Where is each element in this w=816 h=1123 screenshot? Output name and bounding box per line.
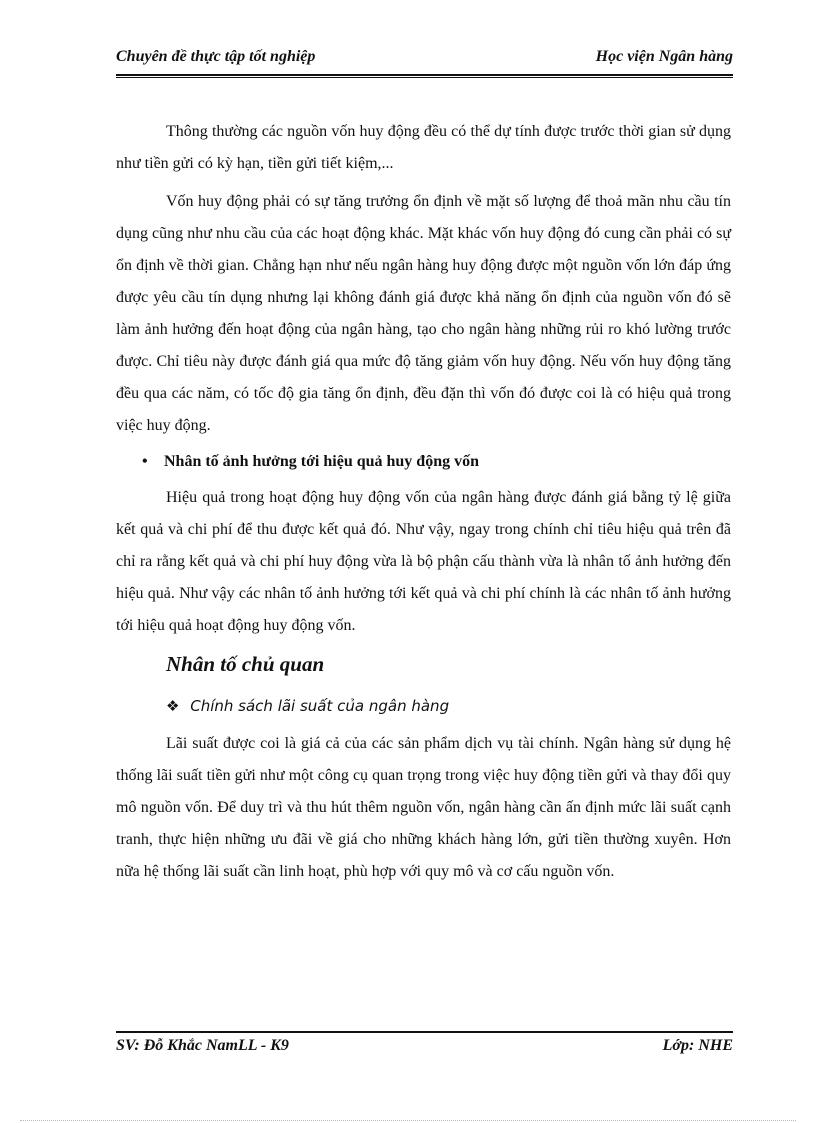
- page-header: [116, 48, 733, 70]
- section-heading: Nhân tố chủ quan: [166, 652, 325, 676]
- header-institution: Học viện Ngân hàng: [595, 48, 733, 65]
- paragraph-1: Thông thường các nguồn vốn huy động đều có thể dự tính được trước thời gian sử dụng như tiền gửi có kỳ hạn, tiền gửi tiết kiệm,...: [116, 123, 731, 172]
- paragraph-3: Hiệu quả trong hoạt động huy động vốn của ngân hàng được đánh giá bằng tỷ lệ giữa kết quả và chi phí để thu được kết quả đó. Như vậy, ngay trong chính chỉ tiêu hiệu quả trên đã chỉ ra rằng kết quả và chi phí huy động vừa là bộ phận cấu thành vừa là nhân tố ảnh hưởng đến hiệu quả. Như vậy các nhân tố ảnh hưởng tới kết quả và chi phí chính là các nhân tố ảnh hưởng tới hiệu quả hoạt động huy động vốn.: [116, 489, 731, 634]
- header-title: Chuyên đề thực tập tốt nghiệp: [116, 48, 316, 65]
- document-body: [116, 116, 731, 892]
- subsection-heading-text: Chính sách lãi suất của ngân hàng: [190, 697, 450, 715]
- bullet-heading: [116, 446, 731, 478]
- header-rule-thin: [116, 77, 733, 78]
- page-boundary: [20, 1120, 796, 1121]
- bullet-heading-text: Nhân tố ảnh hưởng tới hiệu quả huy động vốn: [164, 453, 479, 470]
- diamond-bullet-icon: ❖: [166, 697, 180, 715]
- footer-rule: [116, 1031, 733, 1033]
- paragraph-2: Vốn huy động phải có sự tăng trưởng ổn định về mặt số lượng để thoả mãn nhu cầu tín dụng cũng như nhu cầu của các hoạt động khác. Mặt khác vốn huy động đó cung cần phải có sự ổn định về thời gian. Chẳng hạn như nếu ngân hàng huy động được một nguồn vốn lớn đáp ứng được yêu cầu tín dụng nhưng lại không đánh giá được khả năng ổn định của nguồn vốn đó sẽ làm ảnh hưởng đến hoạt động của ngân hàng, tạo cho ngân hàng những rủi ro khó lường trước được. Chỉ tiêu này được đánh giá qua mức độ tăng giảm vốn huy động. Nếu vốn huy động tăng đều qua các năm, có tốc độ gia tăng ổn định, đều đặn thì vốn đó được coi là có hiệu quả trong việc huy động.: [116, 193, 731, 434]
- subsection-heading: [116, 690, 731, 722]
- footer-student: SV: Đỗ Khắc NamLL - K9: [116, 1037, 289, 1054]
- header-rule: [116, 74, 733, 76]
- footer-class: Lớp: NHE: [662, 1037, 733, 1054]
- paragraph-4: Lãi suất được coi là giá cả của các sản phẩm dịch vụ tài chính. Ngân hàng sử dụng hệ thống lãi suất tiền gửi như một công cụ quan trọng trong việc huy động tiền gửi và thay đổi quy mô nguồn vốn. Để duy trì và thu hút thêm nguồn vốn, ngân hàng cần ấn định mức lãi suất cạnh tranh, thực hiện những ưu đãi về giá cho những khách hàng lớn, gửi tiền thường xuyên. Hơn nữa hệ thống lãi suất cần linh hoạt, phù hợp với quy mô và cơ cấu nguồn vốn.: [116, 735, 731, 880]
- bullet-icon: •: [142, 453, 148, 470]
